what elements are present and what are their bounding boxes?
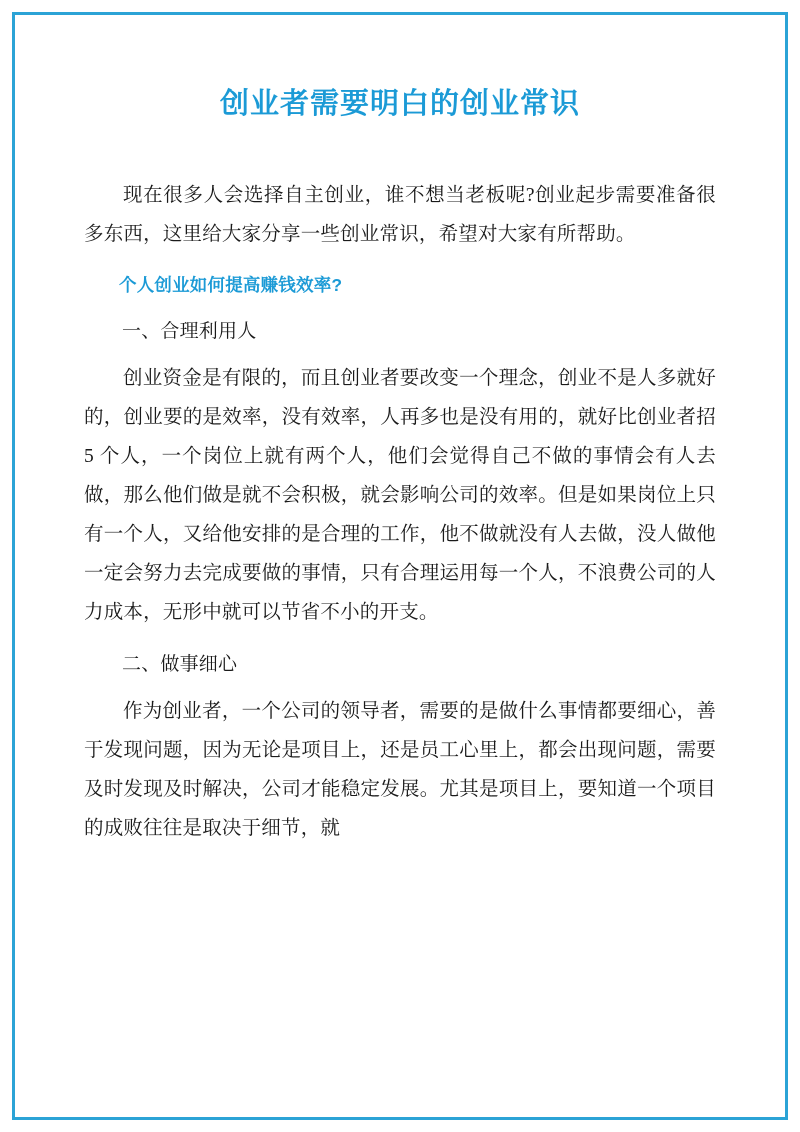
paragraph-intro: 现在很多人会选择自主创业，谁不想当老板呢?创业起步需要准备很多东西，这里给大家分享一些创业常识，希望对大家有所帮助。	[84, 184, 716, 245]
document-content	[84, 86, 716, 862]
sub-heading-two: 二、做事细心	[122, 653, 238, 675]
section-heading-efficiency: 个人创业如何提高赚钱效率?	[119, 274, 343, 295]
page-title: 创业者需要明白的创业常识	[219, 88, 580, 120]
paragraph-one-body: 创业资金是有限的，而且创业者要改变一个理念，创业不是人多就好的，创业要的是效率，没有效率，人再多也是没有用的，就好比创业者招 5 个人，一个岗位上就有两个人，他们会觉得自己不做的事情会有人去做，那么他们做是就不会积极，就会影响公司的效率。但是如果岗位上只有一个人，又给他安排的是合理的工作，他不做就没有人去做，没人做他一定会努力去完成要做的事情，只有合理运用每一个人，不浪费公司的人力成本，无形中就可以节省不小的开支。	[84, 367, 716, 623]
sub-heading-one: 一、合理利用人	[122, 320, 257, 342]
paragraph-two-body: 作为创业者，一个公司的领导者，需要的是做什么事情都要细心，善于发现问题，因为无论是项目上，还是员工心里上，都会出现问题，需要及时发现及时解决，公司才能稳定发展。尤其是项目上，要知道一个项目的成败往往是取决于细节，就	[84, 700, 716, 839]
